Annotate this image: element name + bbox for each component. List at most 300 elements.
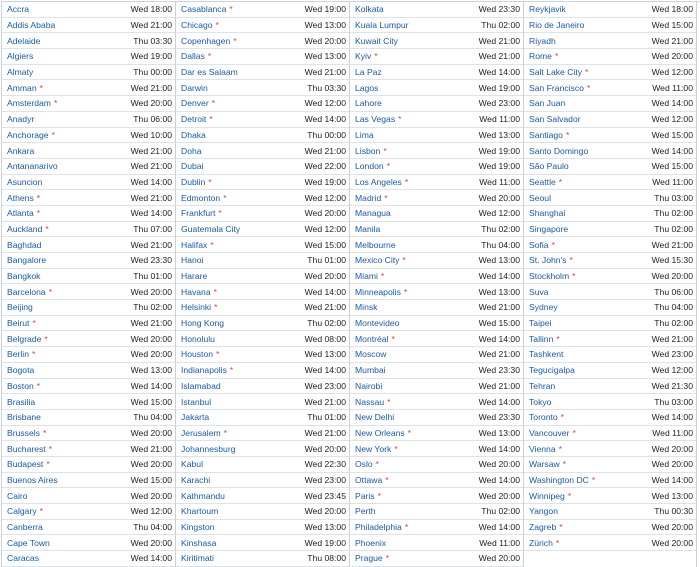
city-link[interactable] bbox=[355, 128, 374, 142]
city-row bbox=[176, 331, 349, 347]
city-link[interactable] bbox=[355, 159, 390, 173]
city-link[interactable] bbox=[355, 489, 381, 503]
city-link[interactable] bbox=[181, 379, 221, 393]
city-link[interactable] bbox=[181, 363, 233, 377]
city-name: São Paulo bbox=[529, 161, 569, 172]
city-name: Montevideo bbox=[355, 318, 400, 329]
city-row bbox=[2, 159, 175, 175]
local-time: Wed 13:00 bbox=[304, 51, 346, 62]
city-link[interactable] bbox=[7, 551, 39, 565]
city-link[interactable] bbox=[7, 65, 33, 79]
city-link[interactable] bbox=[181, 144, 202, 158]
local-time: Wed 20:00 bbox=[478, 192, 520, 203]
city-link[interactable] bbox=[181, 520, 214, 534]
city-link[interactable] bbox=[355, 144, 387, 158]
city-link[interactable] bbox=[181, 81, 208, 95]
city-name: Ottawa bbox=[355, 474, 383, 485]
city-name: Phoenix bbox=[355, 537, 387, 548]
city-link[interactable] bbox=[7, 49, 33, 63]
city-link[interactable] bbox=[355, 347, 387, 361]
city-link[interactable] bbox=[355, 457, 379, 471]
city-link[interactable] bbox=[7, 332, 48, 346]
city-link[interactable] bbox=[355, 175, 408, 189]
city-name: Sofia bbox=[529, 239, 549, 250]
city-name: Halifax bbox=[181, 239, 208, 250]
city-link[interactable] bbox=[355, 65, 382, 79]
city-row bbox=[2, 316, 175, 332]
city-link[interactable] bbox=[355, 222, 380, 236]
city-link[interactable] bbox=[529, 285, 549, 299]
city-link[interactable] bbox=[7, 379, 40, 393]
city-name: Kathmandu bbox=[181, 490, 225, 501]
local-time: Wed 20:00 bbox=[130, 459, 172, 470]
city-link[interactable] bbox=[7, 285, 52, 299]
city-row bbox=[176, 551, 349, 567]
city-link[interactable] bbox=[529, 222, 568, 236]
city-name: San Salvador bbox=[529, 114, 581, 125]
local-time: Wed 21:00 bbox=[130, 161, 172, 172]
city-name: Dhaka bbox=[181, 129, 206, 140]
local-time: Wed 20:00 bbox=[130, 490, 172, 501]
city-link[interactable] bbox=[529, 473, 595, 487]
city-row bbox=[2, 206, 175, 222]
city-row bbox=[350, 426, 523, 442]
local-time: Wed 14:00 bbox=[304, 114, 346, 125]
local-time: Thu 00:00 bbox=[307, 129, 346, 140]
local-time: Wed 13:00 bbox=[478, 286, 520, 297]
city-link[interactable] bbox=[181, 65, 238, 79]
dst-marker: * bbox=[207, 51, 212, 62]
city-link[interactable] bbox=[529, 49, 558, 63]
local-time: Wed 14:00 bbox=[130, 553, 172, 564]
city-row bbox=[350, 363, 523, 379]
city-link[interactable] bbox=[355, 81, 378, 95]
local-time: Wed 21:00 bbox=[304, 302, 346, 313]
city-row bbox=[176, 112, 349, 128]
city-row bbox=[2, 18, 175, 34]
city-row bbox=[350, 128, 523, 144]
city-link[interactable] bbox=[355, 300, 377, 314]
city-link[interactable] bbox=[181, 300, 217, 314]
city-link[interactable] bbox=[529, 191, 551, 205]
city-name: Washington DC bbox=[529, 474, 589, 485]
local-time: Wed 12:00 bbox=[130, 506, 172, 517]
city-row bbox=[2, 65, 175, 81]
dst-marker: * bbox=[562, 459, 567, 470]
city-link[interactable] bbox=[529, 457, 566, 471]
city-name: Reykjavik bbox=[529, 4, 566, 15]
city-row bbox=[524, 504, 696, 520]
city-row bbox=[176, 410, 349, 426]
city-link[interactable] bbox=[529, 81, 590, 95]
city-link[interactable] bbox=[7, 300, 33, 314]
city-link[interactable] bbox=[181, 410, 209, 424]
city-link[interactable] bbox=[529, 426, 576, 440]
city-name: Helsinki bbox=[181, 302, 212, 313]
city-link[interactable] bbox=[7, 316, 36, 330]
city-row bbox=[2, 33, 175, 49]
city-link[interactable] bbox=[355, 332, 395, 346]
city-name: Kinshasa bbox=[181, 537, 217, 548]
local-time: Wed 14:00 bbox=[651, 474, 693, 485]
city-row bbox=[350, 190, 523, 206]
dst-marker: * bbox=[48, 286, 53, 297]
city-row bbox=[524, 316, 696, 332]
city-name: Bangalore bbox=[7, 255, 47, 266]
city-link[interactable] bbox=[529, 96, 565, 110]
city-link[interactable] bbox=[355, 316, 399, 330]
city-link[interactable] bbox=[7, 206, 40, 220]
city-name: Cairo bbox=[7, 490, 28, 501]
city-row bbox=[350, 49, 523, 65]
local-time: Wed 13:00 bbox=[304, 522, 346, 533]
city-link[interactable] bbox=[355, 49, 378, 63]
local-time: Wed 23:00 bbox=[304, 380, 346, 391]
dst-marker: * bbox=[216, 349, 220, 360]
city-link[interactable] bbox=[181, 347, 219, 361]
dst-marker: * bbox=[591, 474, 596, 485]
city-link[interactable] bbox=[7, 520, 43, 534]
local-time: Wed 14:00 bbox=[130, 208, 172, 219]
local-time: Wed 11:00 bbox=[652, 427, 693, 438]
local-time: Wed 20:00 bbox=[130, 537, 172, 548]
dst-marker: * bbox=[213, 286, 217, 297]
city-link[interactable] bbox=[355, 191, 388, 205]
city-row bbox=[2, 269, 175, 285]
city-link[interactable] bbox=[529, 300, 558, 314]
city-link[interactable] bbox=[7, 395, 35, 409]
city-link[interactable] bbox=[181, 206, 222, 220]
city-link[interactable] bbox=[181, 175, 212, 189]
city-row bbox=[524, 520, 696, 536]
local-time: Wed 23:00 bbox=[651, 349, 693, 360]
city-link[interactable] bbox=[181, 159, 203, 173]
city-link[interactable] bbox=[355, 112, 402, 126]
dst-marker: * bbox=[404, 176, 409, 187]
city-link[interactable] bbox=[181, 332, 215, 346]
city-row bbox=[350, 143, 523, 159]
city-row bbox=[176, 253, 349, 269]
city-link[interactable] bbox=[7, 112, 34, 126]
dst-marker: * bbox=[374, 51, 378, 62]
city-name: Berlin bbox=[7, 349, 29, 360]
city-row bbox=[524, 112, 696, 128]
city-row bbox=[2, 551, 175, 567]
city-link[interactable] bbox=[355, 253, 406, 267]
dst-marker: * bbox=[229, 365, 234, 376]
city-link[interactable] bbox=[181, 191, 227, 205]
city-row bbox=[350, 488, 523, 504]
city-link[interactable] bbox=[181, 536, 216, 550]
city-link[interactable] bbox=[355, 238, 396, 252]
city-name: Brisbane bbox=[7, 412, 41, 423]
city-name: Doha bbox=[181, 145, 202, 156]
city-name: Seattle bbox=[529, 176, 556, 187]
city-name: Kiritimati bbox=[181, 553, 214, 564]
city-link[interactable] bbox=[181, 2, 233, 16]
local-time: Wed 15:00 bbox=[651, 20, 693, 31]
city-name: Guatemala City bbox=[181, 223, 241, 234]
city-name: Kingston bbox=[181, 522, 215, 533]
city-row bbox=[2, 457, 175, 473]
city-name: Bangkok bbox=[7, 271, 41, 282]
city-link[interactable] bbox=[529, 347, 563, 361]
local-time: Wed 14:00 bbox=[304, 286, 346, 297]
city-row bbox=[350, 551, 523, 567]
local-time: Wed 23:30 bbox=[130, 255, 172, 266]
city-row bbox=[176, 2, 349, 18]
city-name: Mexico City bbox=[355, 255, 400, 266]
city-row bbox=[350, 159, 523, 175]
city-name: Johannesburg bbox=[181, 443, 236, 454]
local-time: Wed 19:00 bbox=[304, 4, 346, 15]
city-name: Ankara bbox=[7, 145, 35, 156]
city-link[interactable] bbox=[181, 49, 211, 63]
dst-marker: * bbox=[572, 427, 576, 438]
city-link[interactable] bbox=[181, 112, 213, 126]
city-link[interactable] bbox=[7, 536, 50, 550]
local-time: Wed 20:00 bbox=[130, 427, 172, 438]
city-link[interactable] bbox=[181, 473, 210, 487]
city-link[interactable] bbox=[529, 144, 588, 158]
dst-marker: * bbox=[565, 129, 570, 140]
city-link[interactable] bbox=[355, 2, 384, 16]
city-link[interactable] bbox=[355, 536, 386, 550]
city-name: Kabul bbox=[181, 459, 203, 470]
city-link[interactable] bbox=[7, 363, 34, 377]
city-link[interactable] bbox=[529, 112, 581, 126]
city-link[interactable] bbox=[355, 395, 391, 409]
city-link[interactable] bbox=[181, 426, 227, 440]
dst-marker: * bbox=[554, 51, 559, 62]
city-link[interactable] bbox=[181, 551, 214, 565]
local-time: Thu 07:00 bbox=[133, 223, 172, 234]
city-link[interactable] bbox=[529, 520, 563, 534]
city-link[interactable] bbox=[7, 410, 41, 424]
city-name: Suva bbox=[529, 286, 549, 297]
city-link[interactable] bbox=[529, 363, 575, 377]
local-time: Wed 15:00 bbox=[130, 396, 172, 407]
city-link[interactable] bbox=[529, 489, 571, 503]
city-link[interactable] bbox=[7, 426, 46, 440]
city-name: Antananarivo bbox=[7, 161, 58, 172]
local-time: Wed 21:00 bbox=[304, 427, 346, 438]
city-link[interactable] bbox=[355, 473, 389, 487]
local-time: Wed 21:00 bbox=[130, 318, 172, 329]
city-link[interactable] bbox=[355, 269, 384, 283]
city-row bbox=[350, 316, 523, 332]
city-link[interactable] bbox=[529, 504, 558, 518]
city-link[interactable] bbox=[355, 551, 389, 565]
local-time: Wed 12:00 bbox=[304, 98, 346, 109]
city-link[interactable] bbox=[7, 159, 58, 173]
city-link[interactable] bbox=[181, 442, 235, 456]
dst-marker: * bbox=[385, 553, 390, 564]
city-link[interactable] bbox=[355, 96, 382, 110]
city-link[interactable] bbox=[7, 191, 40, 205]
dst-marker: * bbox=[402, 255, 406, 266]
city-row bbox=[524, 535, 696, 551]
city-row bbox=[350, 253, 523, 269]
local-time: Wed 12:00 bbox=[304, 192, 346, 203]
city-link[interactable] bbox=[529, 2, 566, 16]
city-row bbox=[176, 80, 349, 96]
city-link[interactable] bbox=[529, 395, 551, 409]
city-link[interactable] bbox=[7, 144, 34, 158]
city-name: Miami bbox=[355, 271, 378, 282]
city-link[interactable] bbox=[529, 269, 575, 283]
city-name: Dar es Salaam bbox=[181, 67, 238, 78]
dst-marker: * bbox=[572, 271, 576, 282]
local-time: Wed 20:00 bbox=[478, 490, 520, 501]
city-link[interactable] bbox=[529, 238, 555, 252]
city-link[interactable] bbox=[181, 489, 225, 503]
city-link[interactable] bbox=[181, 457, 203, 471]
city-link[interactable] bbox=[355, 18, 409, 32]
city-link[interactable] bbox=[7, 81, 43, 95]
city-link[interactable] bbox=[529, 253, 573, 267]
city-name: Prague bbox=[355, 553, 383, 564]
city-name: Montréal bbox=[355, 333, 389, 344]
city-name: Rome bbox=[529, 51, 552, 62]
local-time: Wed 21:00 bbox=[478, 302, 520, 313]
city-name: St. John's bbox=[529, 255, 567, 266]
city-link[interactable] bbox=[529, 379, 555, 393]
city-link[interactable] bbox=[7, 238, 41, 252]
city-name: Moscow bbox=[355, 349, 387, 360]
column-4 bbox=[523, 2, 697, 567]
city-link[interactable] bbox=[181, 238, 214, 252]
city-link[interactable] bbox=[355, 426, 411, 440]
city-row bbox=[350, 33, 523, 49]
city-link[interactable] bbox=[7, 442, 52, 456]
city-link[interactable] bbox=[181, 504, 218, 518]
city-link[interactable] bbox=[529, 442, 562, 456]
city-link[interactable] bbox=[181, 269, 207, 283]
dst-marker: * bbox=[39, 506, 43, 517]
city-link[interactable] bbox=[181, 96, 215, 110]
city-link[interactable] bbox=[529, 536, 559, 550]
city-link[interactable] bbox=[529, 410, 564, 424]
city-name: Vancouver bbox=[529, 427, 570, 438]
city-row bbox=[524, 473, 696, 489]
dst-marker: * bbox=[51, 129, 55, 140]
city-name: Chicago bbox=[181, 20, 213, 31]
city-link[interactable] bbox=[529, 332, 560, 346]
city-link[interactable] bbox=[529, 65, 588, 79]
city-link[interactable] bbox=[355, 504, 376, 518]
city-row bbox=[350, 175, 523, 191]
city-link[interactable] bbox=[529, 316, 551, 330]
city-link[interactable] bbox=[355, 363, 386, 377]
local-time: Wed 11:00 bbox=[479, 537, 520, 548]
city-link[interactable] bbox=[181, 34, 237, 48]
dst-marker: * bbox=[383, 145, 387, 156]
city-name: Los Angeles bbox=[355, 176, 402, 187]
city-link[interactable] bbox=[7, 2, 29, 16]
local-time: Wed 21:30 bbox=[651, 380, 693, 391]
city-link[interactable] bbox=[7, 96, 57, 110]
city-name: New York bbox=[355, 443, 392, 454]
local-time: Wed 13:00 bbox=[130, 365, 172, 376]
city-name: Philadelphia bbox=[355, 522, 402, 533]
city-link[interactable] bbox=[529, 206, 565, 220]
local-time: Wed 21:00 bbox=[651, 239, 693, 250]
dst-marker: * bbox=[558, 443, 562, 454]
city-link[interactable] bbox=[181, 316, 224, 330]
city-link[interactable] bbox=[7, 34, 40, 48]
local-time: Wed 12:00 bbox=[651, 67, 693, 78]
city-link[interactable] bbox=[7, 473, 58, 487]
city-link[interactable] bbox=[529, 128, 569, 142]
city-link[interactable] bbox=[7, 222, 49, 236]
city-link[interactable] bbox=[7, 457, 50, 471]
city-link[interactable] bbox=[7, 489, 28, 503]
city-link[interactable] bbox=[355, 520, 408, 534]
city-row bbox=[2, 426, 175, 442]
city-link[interactable] bbox=[7, 175, 42, 189]
city-name: Lima bbox=[355, 129, 374, 140]
city-row bbox=[524, 488, 696, 504]
city-link[interactable] bbox=[181, 395, 211, 409]
city-link[interactable] bbox=[7, 128, 55, 142]
city-name: Frankfurt bbox=[181, 208, 216, 219]
city-link[interactable] bbox=[181, 18, 219, 32]
city-link[interactable] bbox=[181, 253, 203, 267]
local-time: Thu 04:00 bbox=[654, 302, 693, 313]
city-row bbox=[176, 473, 349, 489]
local-time: Wed 21:00 bbox=[478, 380, 520, 391]
city-link[interactable] bbox=[355, 34, 398, 48]
city-link[interactable] bbox=[7, 269, 40, 283]
local-time: Wed 14:00 bbox=[478, 333, 520, 344]
city-link[interactable] bbox=[355, 206, 391, 220]
city-row bbox=[524, 237, 696, 253]
city-link[interactable] bbox=[529, 18, 584, 32]
city-link[interactable] bbox=[7, 347, 35, 361]
city-link[interactable] bbox=[355, 442, 398, 456]
city-row bbox=[2, 473, 175, 489]
city-link[interactable] bbox=[529, 175, 562, 189]
local-time: Wed 23:45 bbox=[304, 490, 346, 501]
city-link[interactable] bbox=[529, 34, 556, 48]
local-time: Thu 01:00 bbox=[307, 255, 346, 266]
local-time: Wed 23:30 bbox=[478, 412, 520, 423]
local-time: Wed 10:00 bbox=[130, 129, 172, 140]
city-row bbox=[350, 65, 523, 81]
dst-marker: * bbox=[44, 333, 48, 344]
city-link[interactable] bbox=[181, 222, 240, 236]
local-time: Thu 02:00 bbox=[654, 223, 693, 234]
city-link[interactable] bbox=[7, 253, 46, 267]
city-row bbox=[350, 473, 523, 489]
local-time: Wed 13:00 bbox=[478, 427, 520, 438]
city-link[interactable] bbox=[181, 285, 217, 299]
city-link[interactable] bbox=[529, 159, 569, 173]
local-time: Wed 21:00 bbox=[130, 239, 172, 250]
city-row bbox=[176, 504, 349, 520]
city-link[interactable] bbox=[7, 504, 43, 518]
city-link[interactable] bbox=[355, 410, 394, 424]
city-link[interactable] bbox=[181, 128, 206, 142]
city-name: Beirut bbox=[7, 318, 30, 329]
city-row bbox=[350, 80, 523, 96]
city-link[interactable] bbox=[355, 379, 382, 393]
city-link[interactable] bbox=[7, 18, 55, 32]
dst-marker: * bbox=[209, 114, 213, 125]
city-link[interactable] bbox=[355, 285, 407, 299]
city-row bbox=[176, 520, 349, 536]
